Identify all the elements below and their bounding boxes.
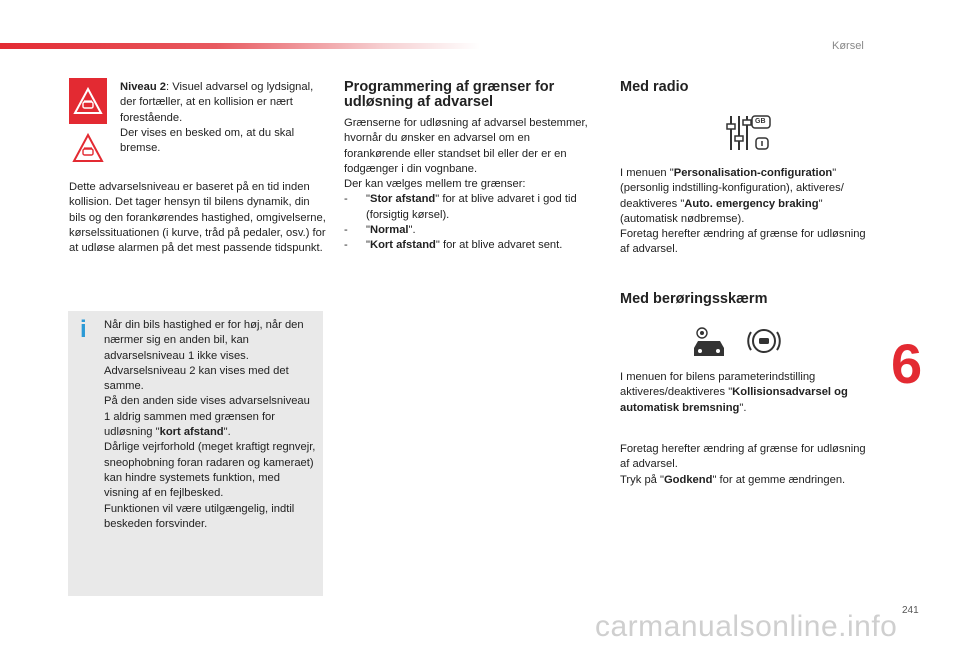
info-line-3-end: ". — [223, 426, 231, 439]
page-number: 241 — [902, 605, 919, 616]
info-line-4: Dårlige vejrforhold (meget kraftigt regnvejr, sneophobning foran radaren og kameraet) kan hindre systemets funktion, med visning af en fejlbesked. — [104, 441, 316, 500]
list-item-normal: - "Normal". — [344, 224, 416, 237]
niveau-text: : Visuel advarsel og lydsignal, der fortæller, at en kollision er nært forestående. — [120, 81, 314, 124]
radio-settings-icon — [726, 112, 774, 159]
info-text — [104, 318, 316, 532]
programming-heading: Programmering af grænser for udløsning af advarsel — [344, 79, 555, 110]
info-line-5: Funktionen vil være utilgængelig, indtil beskeden forsvinder. — [104, 502, 295, 530]
info-line-1: Når din bils hastighed er for høj, når den nærmer sig en anden bil, kan advarselsniveau 1 ikke vises. — [104, 319, 304, 362]
niveau-line2: Der vises en besked om, at du skal bremse. — [120, 126, 295, 155]
programming-p1: Grænserne for udløsning af advarsel bestemmer, hvornår du ønsker en advarsel om en forankørende eller standset bil eller der er en fodgænger i din vognbane. — [344, 117, 588, 175]
gb-label: GB — [755, 118, 766, 125]
radio-instructions: I menuen "Personalisation-configuration" (personlig indstilling-konfiguration), aktiveres/ deaktiveres "Auto. emergency braking" (automatisk nødbremse). Foretag herefter ændring af grænse for udløsning af advarsel. — [620, 167, 866, 256]
header-accent-bar — [0, 43, 480, 49]
list-item-stor-afstand: - "Stor afstand" for at blive advaret i god tid (forsigtig kørsel). — [344, 193, 577, 221]
car-settings-icon — [690, 326, 730, 365]
alert-level-paragraph: Dette advarselsniveau er baseret på en tid inden kollision. Det tager hensyn til bilens dynamik, din bils og den forankørendes hastighed, omgivelserne, kørselssituationen (i kurve, tråd på pedaler, osv.) for at udløse alarmen på det mest passende tidspunkt. — [69, 181, 326, 255]
menu-name-bold: Personalisation-configuration — [673, 167, 833, 179]
touch-followup: Foretag herefter ændring af grænse for udløsning af advarsel. Tryk på "Godkend" for at gemme ændringen. — [620, 443, 866, 486]
chapter-number: 6 — [891, 332, 923, 395]
touch-instructions: I menuen for bilens parameterindstilling aktiveres/deaktiveres "Kollisionsadvarsel og automatisk bremsning". — [620, 371, 848, 414]
info-line-3-bold: kort afstand — [159, 426, 224, 439]
collision-braking-icon — [746, 326, 782, 361]
niveau-label: Niveau 2 — [120, 81, 167, 93]
touch-p2: Foretag herefter ændring af grænse for udløsning af advarsel. — [620, 443, 866, 471]
list-item-kort-afstand: - "Kort afstand" for at blive advaret sent. — [344, 239, 563, 252]
info-icon: i — [80, 316, 87, 343]
programming-body — [344, 116, 594, 254]
niveau-2-description — [120, 80, 325, 156]
radio-p2: Foretag herefter ændring af grænse for udløsning af advarsel. — [620, 228, 866, 256]
radio-heading: Med radio — [620, 79, 689, 95]
touch-menu-bold: Kollisionsadvarsel og automatisk bremsning — [620, 386, 848, 414]
programming-p2: Der kan vælges mellem tre grænser: — [344, 178, 526, 191]
info-line-3: På den anden side vises advarselsniveau 1 aldrig sammen med grænsen for udløsning " — [104, 395, 310, 439]
section-title: Kørsel — [832, 40, 864, 52]
option-name-bold: Auto. emergency braking — [684, 197, 819, 210]
collision-warning-red-icon — [69, 78, 107, 124]
godkend-bold: Godkend — [663, 473, 713, 486]
watermark: carmanualsonline.info — [595, 610, 898, 643]
collision-warning-outline-icon — [69, 128, 107, 168]
touchscreen-heading: Med berøringsskærm — [620, 291, 768, 307]
info-line-2: Advarselsniveau 2 kan vises med det samme. — [104, 364, 289, 393]
